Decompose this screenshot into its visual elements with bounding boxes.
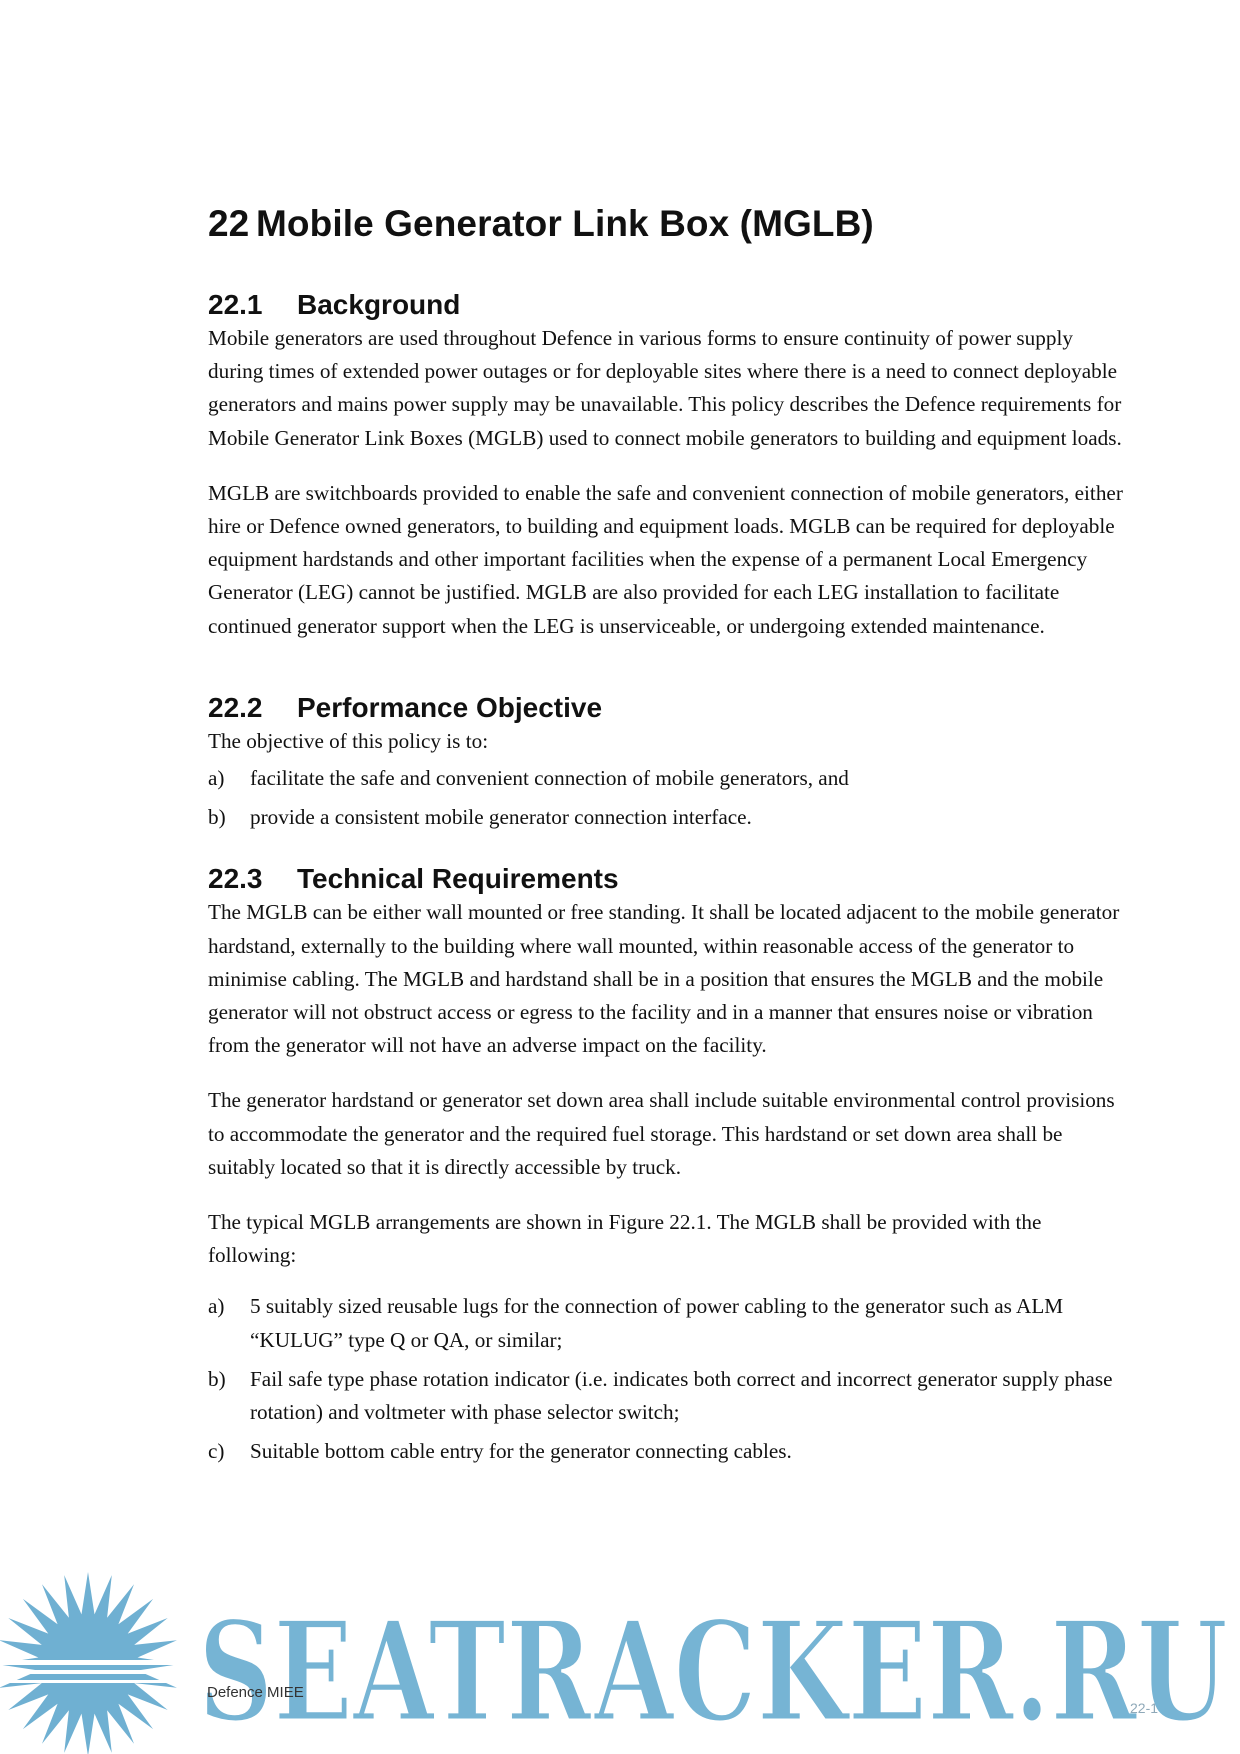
list-marker: b)	[208, 805, 226, 830]
page-title	[208, 200, 1130, 248]
section-heading-technical-requirements	[208, 862, 1130, 896]
section-heading-performance-objective	[208, 691, 1130, 725]
document-content	[208, 200, 1130, 1474]
list-item-text: facilitate the safe and convenient connection of mobile generators, and	[250, 766, 849, 791]
section-number: 22.2	[208, 691, 263, 723]
section-number: 22.1	[208, 289, 263, 320]
sun-logo-icon	[0, 1572, 180, 1754]
list-marker: b)	[208, 1366, 226, 1391]
paragraph: The generator hardstand or generator set down area shall include suitable environmental control provisions to accommodate the generator and the required fuel storage. This hardstand or set down area shall be suitably located so that it is directly accessible by truck.	[208, 1088, 1115, 1179]
list-item-text: provide a consistent mobile generator connection interface.	[250, 805, 752, 830]
paragraph: The objective of this policy is to:	[208, 728, 489, 753]
list-item	[208, 1363, 1130, 1429]
paragraph: Mobile generators are used throughout Defence in various forms to ensure continuity of power supply during times of extended power outages or for deployable sites where there is a need to connect deployable generators and mains power supply may be unavailable. This policy describes the Defence requirements for Mobile Generator Link Boxes (MGLB) used to connect mobile generators to building and equipment loads.	[208, 326, 1122, 450]
paragraph: The MGLB can be either wall mounted or free standing. It shall be located adjacent to the mobile generator hardstand, externally to the building where wall mounted, within reasonable access of the generator to minimise cabling. The MGLB and hardstand shall be in a position that ensures the MGLB and the mobile generator will not obstruct access or egress to the facility and in a manner that ensures noise or vibration from the generator will not have an adverse impact on the facility.	[208, 900, 1120, 1058]
section-number: 22.3	[208, 863, 263, 895]
section-title: Background	[297, 289, 461, 320]
list-marker: c)	[208, 1439, 225, 1464]
list-item	[208, 1435, 1130, 1468]
list-item-text: Fail safe type phase rotation indicator (i.e. indicates both correct and incorrect generator supply phase rotation) and voltmeter with phase selector switch;	[250, 1366, 1113, 1425]
list-item-text: Suitable bottom cable entry for the generator connecting cables.	[250, 1439, 792, 1464]
list-item	[208, 801, 1130, 834]
requirements-list	[208, 1290, 1130, 1468]
chapter-title: Mobile Generator Link Box (MGLB)	[256, 203, 874, 244]
section-title: Performance Objective	[297, 691, 603, 723]
paragraph: The typical MGLB arrangements are shown in Figure 22.1. The MGLB shall be provided with the following:	[208, 1210, 1042, 1268]
section-heading-background	[208, 288, 1130, 322]
list-item	[208, 762, 1130, 795]
section-title: Technical Requirements	[297, 863, 619, 895]
page-number: 22-1	[1130, 1700, 1159, 1716]
watermark	[0, 1568, 1240, 1754]
watermark-text: SEATRACKER.RU	[198, 1590, 1228, 1753]
list-marker: a)	[208, 1294, 225, 1319]
paragraph: MGLB are switchboards provided to enable the safe and convenient connection of mobile generators, either hire or Defence owned generators, to building and equipment loads. MGLB can be required for deployable equipment hardstands and other important facilities when the expense of a permanent Local Emergency Generator (LEG) cannot be justified. MGLB are also provided for each LEG installation to facilitate continued generator support when the LEG is unserviceable, or undergoing extended maintenance.	[208, 480, 1123, 638]
list-item	[208, 1290, 1130, 1356]
chapter-number: 22	[208, 203, 250, 244]
footer-left: Defence MIEE	[207, 1684, 304, 1701]
objective-list	[208, 762, 1130, 834]
list-marker: a)	[208, 766, 225, 791]
list-item-text: 5 suitably sized reusable lugs for the connection of power cabling to the generator such as ALM “KULUG” type Q or QA, or similar;	[250, 1294, 1064, 1352]
